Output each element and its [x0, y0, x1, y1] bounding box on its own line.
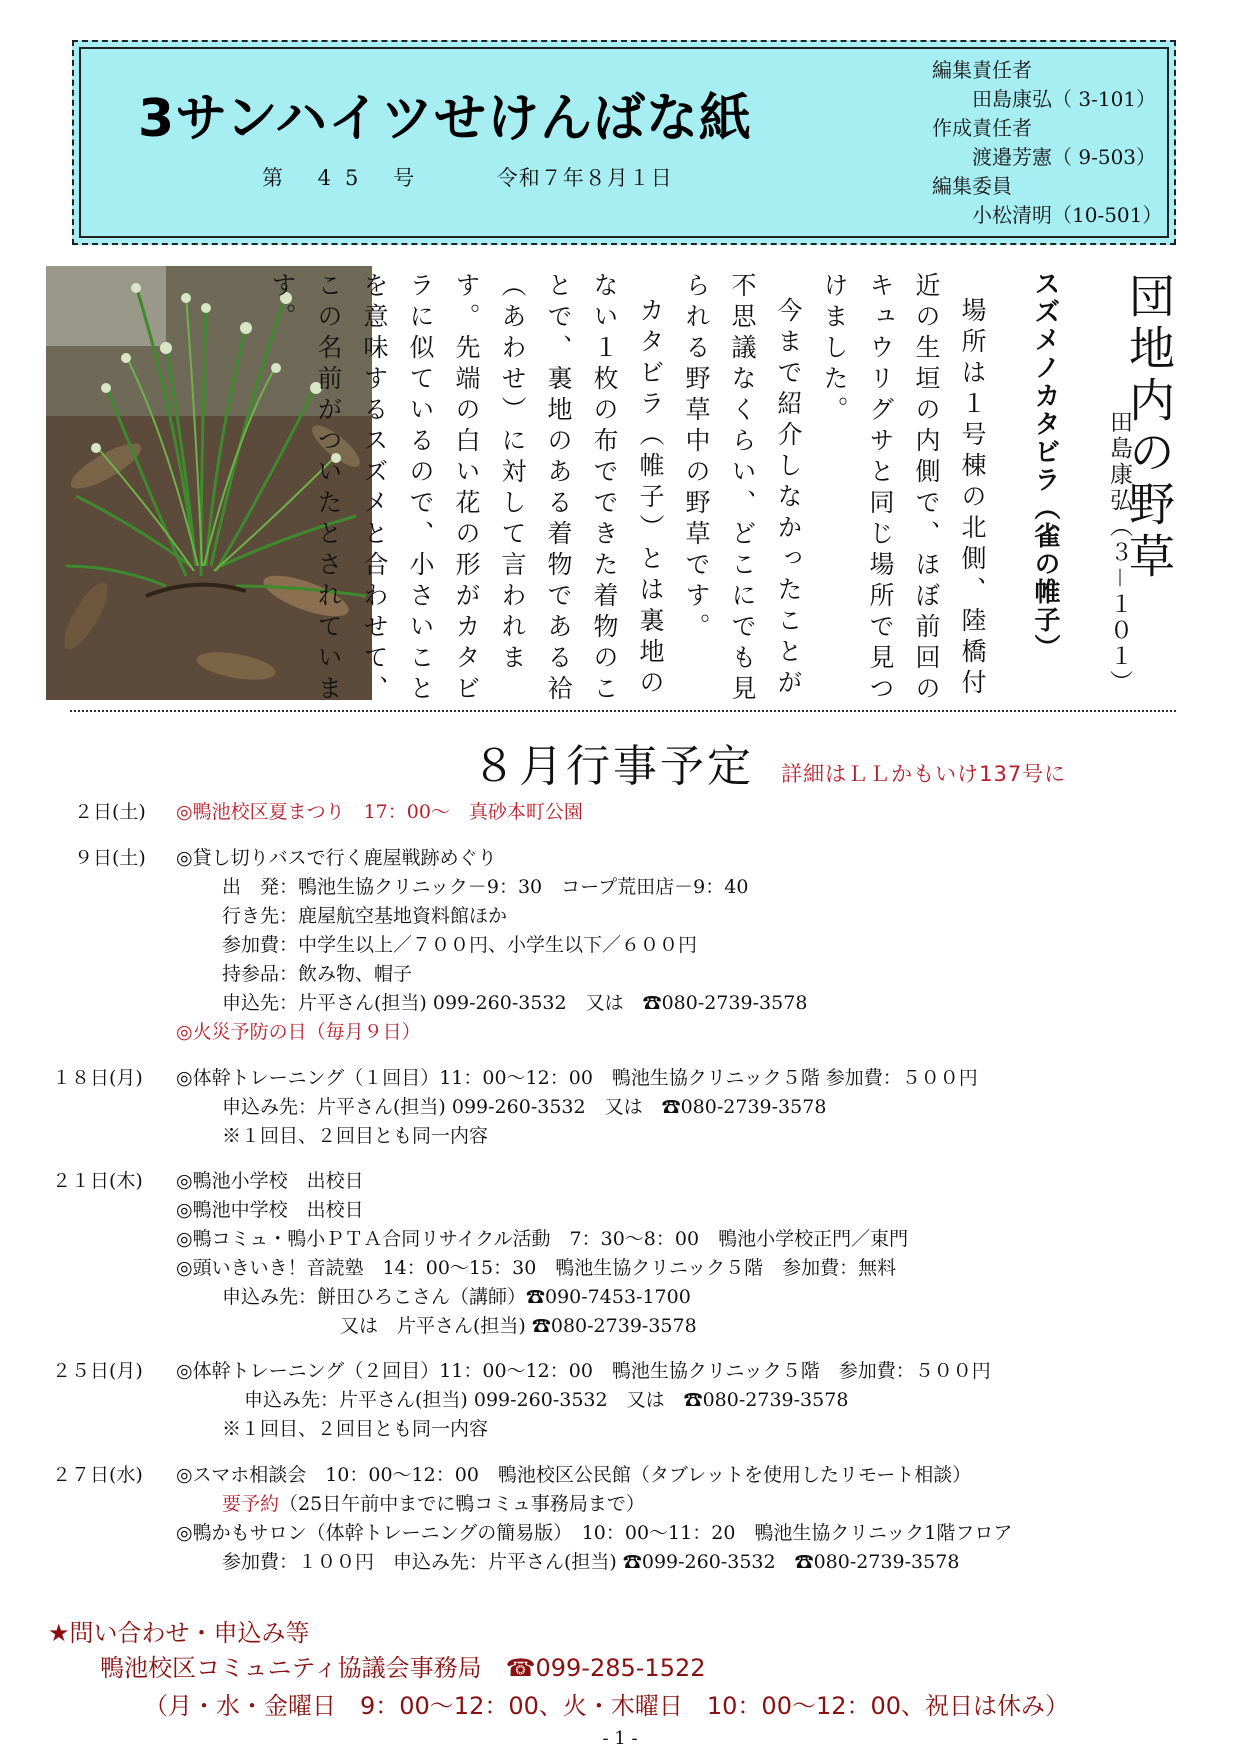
event-detail: ※１回目、２回目とも同一内容 — [222, 1125, 489, 1147]
event-detail: 持参品：飲み物、帽子 — [222, 963, 413, 985]
article-paragraph: カタビラ（帷子）とは裏地のない１枚の布でできた着物のことで、裏地のある着物である袷（あわせ）に対して言われます。先端の白い花の形がカタビラに似ているので、小さいことを意味するスズメと合わせて、この名前がついたとされています。 — [268, 272, 665, 706]
event-detail: 出 発：鴨池生協クリニック－9：30 コープ荒田店－9：40 — [222, 876, 749, 898]
schedule-day: １８日(月) — [52, 1067, 143, 1089]
event-detail: 申込み先：片平さん(担当) 099-260-3532 又は ☎080-2739-3578 — [244, 1389, 849, 1411]
newsletter-title: 3サンハイツせけんばな紙 — [138, 89, 752, 149]
schedule-day: ２７日(水) — [52, 1464, 143, 1486]
event-detail: 行き先：鹿屋航空基地資料館ほか — [222, 905, 508, 927]
schedule-heading — [472, 730, 1066, 794]
editor-role: 編集委員 — [932, 174, 1012, 198]
schedule-day: ２１日(木) — [52, 1170, 143, 1192]
editor-role: 作成責任者 — [932, 116, 1032, 140]
editor-name: 田島康弘（ 3-101） — [972, 87, 1157, 111]
event-detail — [222, 1489, 645, 1516]
event-line: ◎貸し切りバスで行く鹿屋戦跡めぐり — [176, 847, 497, 869]
event-detail: 参加費：１００円 申込み先：片平さん(担当) ☎099-260-3532 ☎080-2739-3578 — [222, 1551, 960, 1573]
editor-name: 渡邉芳憲（ 9-503） — [972, 145, 1157, 169]
event-line: ◎鴨池中学校 出校日 — [176, 1199, 364, 1221]
event-detail: ※１回目、２回目とも同一内容 — [222, 1418, 489, 1440]
reservation-deadline: （25日午前中までに鴨コミュ事務局まで） — [279, 1493, 645, 1515]
issue-date: 令和７年８月１日 — [496, 166, 673, 190]
event-line: ◎体幹トレーニング（２回目）11：00～12：00 鴨池生協クリニック５階 参加費：５００円 — [176, 1360, 991, 1382]
editor-list — [932, 56, 1162, 230]
issue-number: 第 45 号 — [262, 166, 429, 190]
article-body — [268, 272, 995, 712]
page-number: - 1 - — [602, 1728, 638, 1749]
schedule-day: ２５日(月) — [52, 1360, 143, 1382]
editor-name: 小松清明（10-501） — [972, 203, 1163, 227]
event-detail: 申込み先：片平さん(担当) 099-260-3532 又は ☎080-2739-3578 — [222, 1096, 827, 1118]
issue-line — [262, 162, 673, 192]
event-detail: 申込み先：餅田ひろこさん（講師）☎090-7453-1700 — [222, 1286, 691, 1308]
event-line: ◎体幹トレーニング（１回目）11：00～12：00 鴨池生協クリニック５階 参加費：５００円 — [176, 1067, 978, 1089]
article-paragraph: 今まで紹介しなかったことが不思議なくらい、どこにでも見られる野草中の野草です。 — [682, 272, 803, 706]
article-title: 団地内の野草 — [1122, 272, 1176, 584]
schedule-title: ８月行事予定 — [472, 741, 754, 792]
schedule-day: ９日(土) — [74, 847, 146, 869]
event-line: ◎鴨池小学校 出校日 — [176, 1170, 364, 1192]
event-detail: 又は 片平さん(担当) ☎080-2739-3578 — [340, 1315, 697, 1337]
masthead — [72, 40, 1176, 245]
contact-office: 鴨池校区コミュニティ協議会事務局 ☎099-285-1522 — [100, 1654, 706, 1682]
contact-hours: （月・水・金曜日 9：00～12：00、火・木曜日 10：00～12：00、祝日は休み） — [144, 1692, 1070, 1720]
event-line: ◎頭いきいき！音読塾 14：00～15：30 鴨池生協クリニック５階 参加費：無料 — [176, 1257, 897, 1279]
schedule-day: ２日(土) — [74, 801, 146, 823]
article-subtitle: スズメノカタビラ（雀の帷子） — [1030, 270, 1060, 662]
article-paragraph: 場所は１号棟の北側、陸橋付近の生垣の内側で、ほぼ前回のキュウリグサと同じ場所で見つけました。 — [820, 272, 987, 706]
schedule-note: 詳細はＬＬかもいけ137号に — [781, 762, 1067, 786]
event-line: ◎鴨コミュ・鴨小ＰＴＡ合同リサイクル活動 7：30～8：00 鴨池小学校正門／東門 — [176, 1228, 909, 1250]
editor-role: 編集責任者 — [932, 58, 1032, 82]
event-line: ◎火災予防の日（毎月９日） — [176, 1021, 421, 1043]
event-detail: 参加費：中学生以上／７００円、小学生以下／６００円 — [222, 934, 698, 956]
reservation-required: 要予約 — [222, 1493, 280, 1515]
section-divider — [70, 710, 1176, 712]
event-line: ◎スマホ相談会 10：00～12：00 鴨池校区公民館（タブレットを使用したリモート相談） — [176, 1464, 972, 1486]
event-line: ◎鴨かもサロン（体幹トレーニングの簡易版） 10：00～11：20 鴨池生協クリニック1階フロア — [176, 1522, 1013, 1544]
event-line: ◎鴨池校区夏まつり 17：00～ 真砂本町公園 — [176, 801, 583, 823]
contact-heading: ★問い合わせ・申込み等 — [48, 1619, 310, 1647]
article-author: 田島康弘（３－１０１） — [1106, 410, 1132, 696]
event-detail: 申込先：片平さん(担当) 099-260-3532 又は ☎080-2739-3578 — [222, 992, 808, 1014]
